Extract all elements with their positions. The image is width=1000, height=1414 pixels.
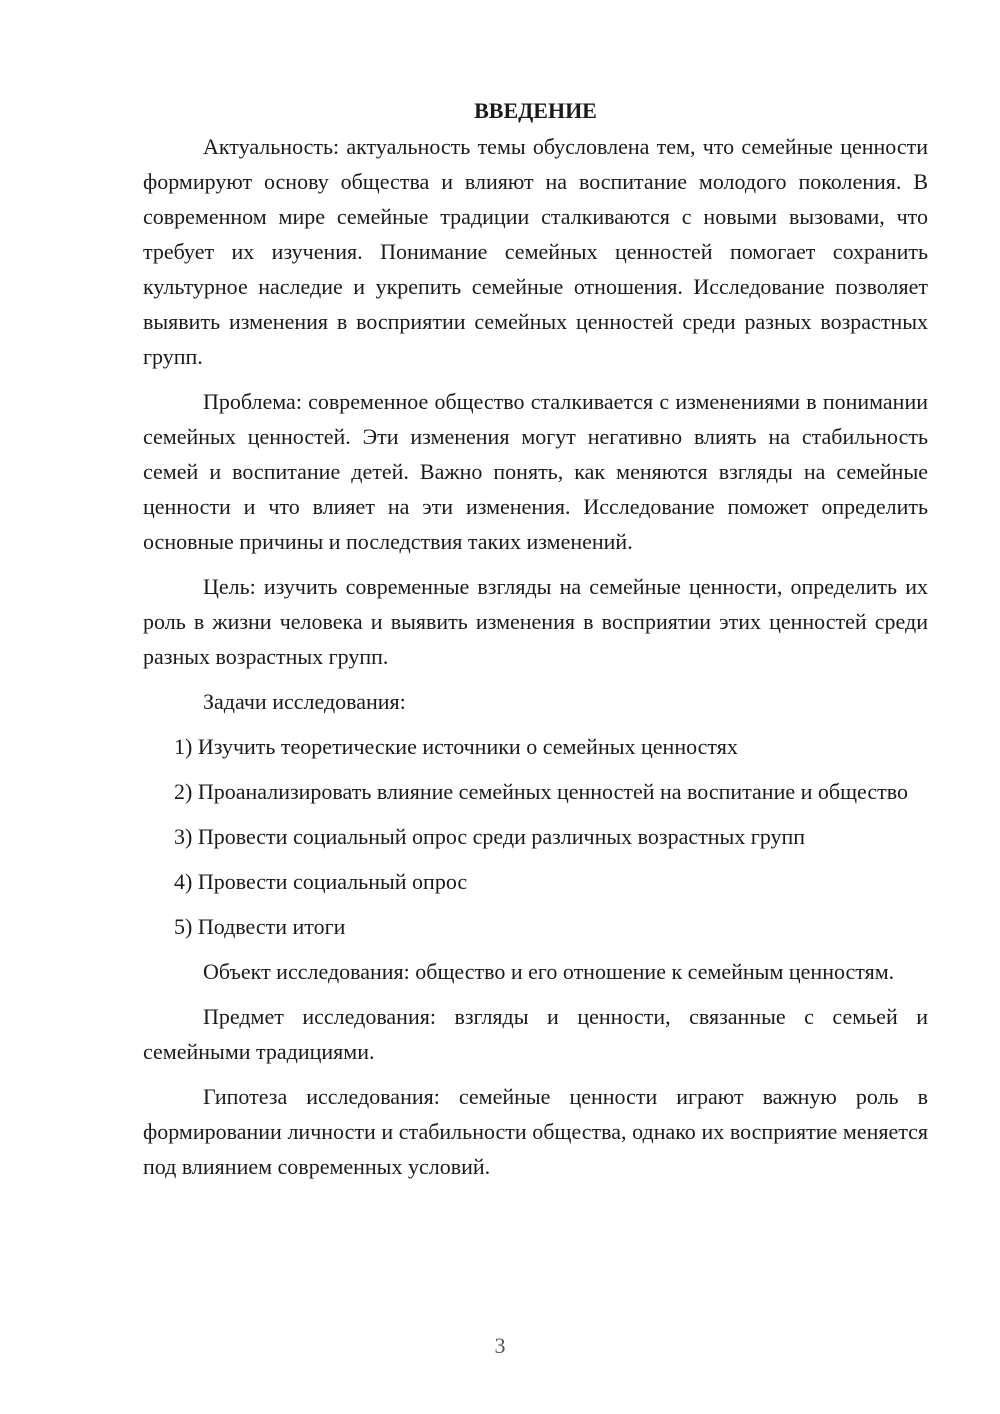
tasks-heading: Задачи исследования: — [203, 689, 406, 714]
task-item-1: 1) Изучить теоретические источники о семейных ценностях — [174, 734, 738, 759]
object-paragraph: Объект исследования: общество и его отношение к семейным ценностям. — [203, 959, 895, 984]
page-content — [143, 93, 928, 1194]
hypothesis-paragraph: Гипотеза исследования: семейные ценности играют важную роль в формировании личности и стабильности общества, однако их восприятие меняется под влиянием современных условий. — [143, 1084, 928, 1179]
task-item-5: 5) Подвести итоги — [174, 914, 346, 939]
page-number: 3 — [494, 1333, 506, 1358]
task-item-4: 4) Провести социальный опрос — [174, 869, 468, 894]
subject-paragraph: Предмет исследования: взгляды и ценности, связанные с семьей и семейными традициями. — [143, 1004, 928, 1064]
goal-paragraph: Цель: изучить современные взгляды на семейные ценности, определить их роль в жизни человека и выявить изменения в восприятии этих ценностей среди разных возрастных групп. — [143, 574, 928, 669]
task-item-3: 3) Провести социальный опрос среди различных возрастных групп — [174, 824, 806, 849]
page-title: ВВЕДЕНИЕ — [474, 98, 597, 123]
problem-paragraph: Проблема: современное общество сталкивается с изменениями в понимании семейных ценностей. Эти изменения могут негативно влиять на стабильность семей и воспитание детей. Важно понять, как меняются взгляды на семейные ценности и что влияет на эти изменения. Исследование поможет определить основные причины и последствия таких изменений. — [143, 389, 928, 554]
task-item-2: 2) Проанализировать влияние семейных ценностей на воспитание и общество — [174, 779, 908, 804]
relevance-paragraph: Актуальность: актуальность темы обусловлена тем, что семейные ценности формируют основу общества и влияют на воспитание молодого поколения. В современном мире семейные традиции сталкиваются с новыми вызовами, что требует их изучения. Понимание семейных ценностей помогает сохранить культурное наследие и укрепить семейные отношения. Исследование позволяет выявить изменения в восприятии семейных ценностей среди разных возрастных групп. — [143, 134, 928, 369]
